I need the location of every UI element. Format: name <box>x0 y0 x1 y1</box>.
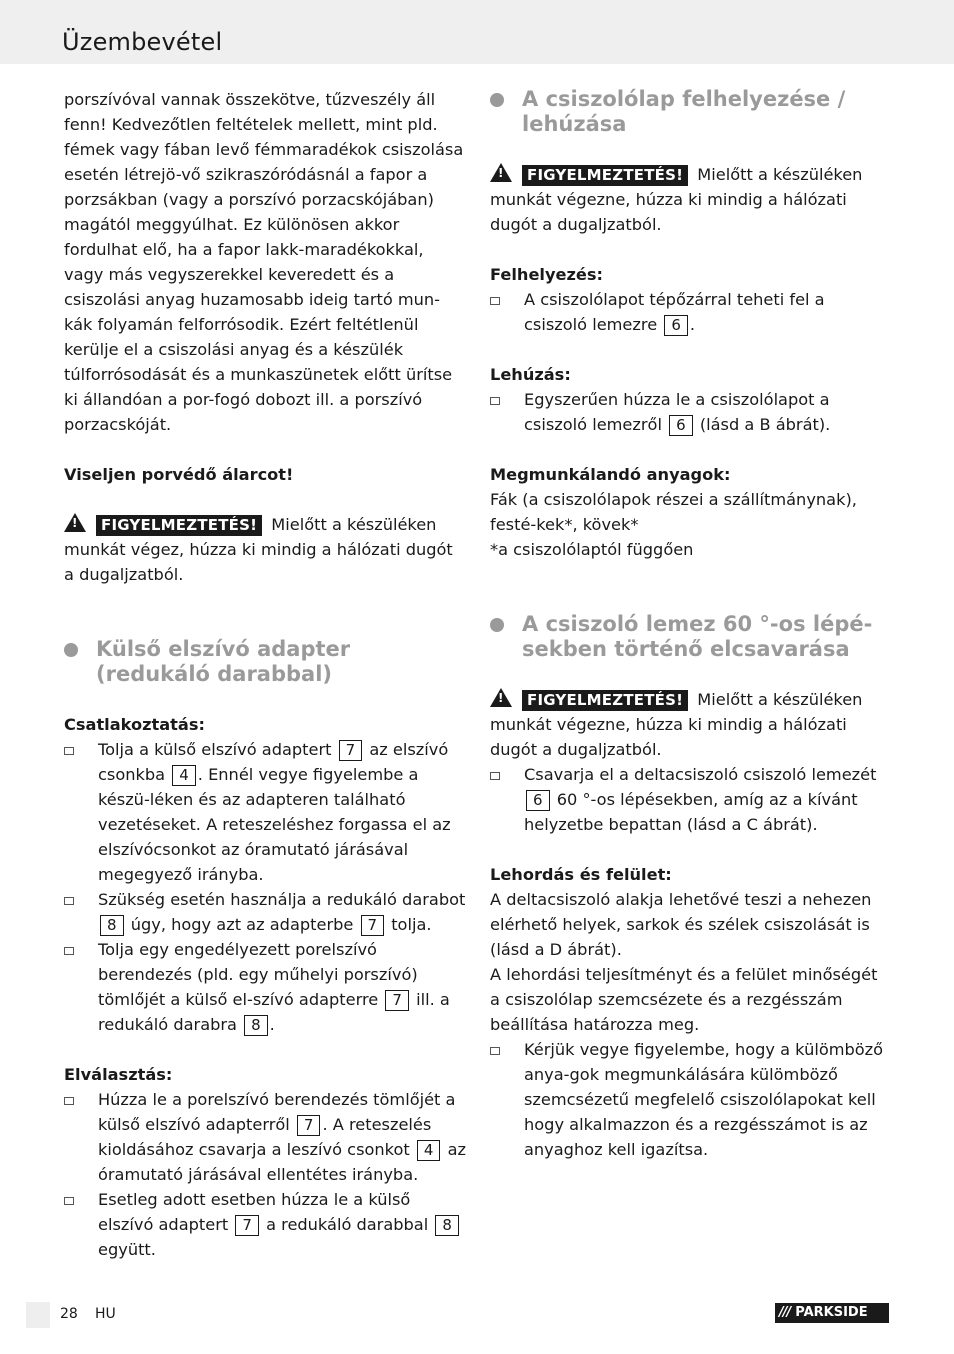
part-ref: 4 <box>417 1140 441 1161</box>
list-item: Egyszerűen húzza le a csiszolólapot a csiszoló lemezről 6 (lásd a B ábrát). <box>490 387 892 437</box>
checkbox-square-icon <box>64 747 74 755</box>
checkbox-square-icon <box>64 1197 74 1205</box>
checkbox-square-icon <box>64 947 74 955</box>
bullet-dot-icon <box>64 643 78 657</box>
checkbox-square-icon <box>490 297 500 305</box>
list-item: Esetleg adott esetben húzza le a külső elszívó adaptert 7 a redukáló darabbal 8 együtt. <box>64 1187 466 1262</box>
part-ref: 6 <box>526 790 550 811</box>
warning-triangle-icon <box>490 163 512 182</box>
warning-block <box>64 512 466 587</box>
warning-label: FIGYELMEZTETÉS! <box>522 165 688 186</box>
part-ref: 8 <box>435 1215 459 1236</box>
list-item: Tolja a külső elszívó adaptert 7 az elszívó csonkba 4 . Ennél vegye figyelembe a készü-léken és az adapteren található vezetéseket. A reteszeléshez forgassa el az elszívócsonkot az óramutató járásával megegyező irányba. <box>64 737 466 887</box>
checkbox-square-icon <box>490 397 500 405</box>
section-heading-sanding-sheet <box>490 87 892 137</box>
warning-block <box>490 687 892 762</box>
warning-triangle-icon <box>64 513 86 532</box>
list-item: Kérjük vegye figyelembe, hogy a külömböző anya-gok megmunkálására külömböző szemcsézetű megfelelő csiszolólapokat kell hogy alkalmazzon és a rezgésszámot is az anyaghoz kell igazítsa. <box>490 1037 892 1162</box>
section-title-line-1: A csiszoló lemez 60 °-os lépé- <box>522 612 873 636</box>
materials-text: Fák (a csiszolólapok részei a szállítmánynak), festé-kek*, kövek* <box>490 490 857 534</box>
bullet-dot-icon <box>490 93 504 107</box>
language-code: HU <box>95 1306 116 1322</box>
section-heading-adapter <box>64 637 466 687</box>
bullet-dot-icon <box>490 618 504 632</box>
brand-logo <box>775 1303 889 1323</box>
warning-label: FIGYELMEZTETÉS! <box>522 690 688 711</box>
list-item: Tolja egy engedélyezett porelszívó berendezés (pld. egy műhelyi porszívó) tömlőjét a külső el-szívó adapterre 7 ill. a redukáló darabra 8 . <box>64 937 466 1037</box>
removal-heading: Lehordás és felület: <box>490 865 672 884</box>
materials-note: *a csiszolólaptól függően <box>490 540 694 559</box>
part-ref: 8 <box>244 1015 268 1036</box>
connect-heading: Csatlakoztatás: <box>64 715 205 734</box>
part-ref: 7 <box>361 915 385 936</box>
section-heading-rotate <box>490 612 892 662</box>
section-title-line-2: lehúzása <box>522 112 627 136</box>
section-title-line-2: (redukáló darabbal) <box>96 662 333 686</box>
warning-label: FIGYELMEZTETÉS! <box>96 515 262 536</box>
brand-name: PARKSIDE <box>795 1305 868 1320</box>
mask-note: Viseljen porvédő álarcot! <box>64 465 294 484</box>
warning-triangle-icon <box>490 688 512 707</box>
part-ref: 6 <box>664 315 688 336</box>
part-ref: 6 <box>669 415 693 436</box>
detach-heading: Elválasztás: <box>64 1065 173 1084</box>
brand-slash-mark: /// <box>779 1305 791 1320</box>
attach-heading: Felhelyezés: <box>490 265 604 284</box>
right-column <box>490 87 892 1162</box>
part-ref: 7 <box>385 990 409 1011</box>
part-ref: 8 <box>100 915 124 936</box>
materials-heading: Megmunkálandó anyagok: <box>490 465 731 484</box>
section-title-line-2: sekben történő elcsavarása <box>522 637 850 661</box>
section-title-line-1: A csiszolólap felhelyezése / <box>522 87 846 111</box>
list-item: Szükség esetén használja a redukáló darabot 8 úgy, hogy azt az adapterbe 7 tolja. <box>64 887 466 937</box>
warning-block <box>490 162 892 237</box>
checkbox-square-icon <box>64 1097 74 1105</box>
footer-marker <box>26 1302 50 1328</box>
checkbox-square-icon <box>490 772 500 780</box>
part-ref: 7 <box>297 1115 321 1136</box>
part-ref: 7 <box>339 740 363 761</box>
section-title-line-1: Külső elszívó adapter <box>96 637 351 661</box>
intro-paragraph: porszívóval vannak összekötve, tűzveszély áll fenn! Kedvezőtlen feltételek mellett, mint pld. fémek vagy fában levő fémmaradékok csiszolása esetén létrejö-vő szikraszóródásnál a fapor a porzsákban (vagy a porszívó porzacskójában) magától meggyúlhat. Ez különösen akkor fordulhat elő, ha a fapor lakk-maradékokkal, vagy más vegyszerekkel keveredett és a csiszolási anyag huzamosabb ideig tartó mun-kák folyamán felforrósodik. Ezért feltétlenül kerülje el a csiszolási anyag és a készülék túlforrósodását és a munkaszünetek előtt ürítse ki állandóan a por-fogó dobozt ill. a porszívó porzacskóját. <box>64 90 464 434</box>
left-column <box>64 87 466 1262</box>
checkbox-square-icon <box>490 1047 500 1055</box>
removal-text-2: A lehordási teljesítményt és a felület minőségét a csiszolólap szemcsézete és a rezgésszám beállítása határozza meg. <box>490 965 878 1034</box>
list-item: Csavarja el a deltacsiszoló csiszoló lemezét 6 60 °-os lépésekben, amíg az a kívánt helyzetbe bepattan (lásd a C ábrát). <box>490 762 892 837</box>
part-ref: 4 <box>172 765 196 786</box>
warning-text: Mielőtt a készüléken munkát végezne, húzza ki mindig a hálózati dugót a dugaljzatból. <box>490 690 863 759</box>
list-item: A csiszolólapot tépőzárral teheti fel a csiszoló lemezre 6 . <box>490 287 892 337</box>
page-title: Üzembevétel <box>62 28 223 56</box>
warning-text: Mielőtt a készüléken munkát végez, húzza ki mindig a hálózati dugót a dugaljzatból. <box>64 515 453 584</box>
warning-text: Mielőtt a készüléken munkát végezne, húzza ki mindig a hálózati dugót a dugaljzatból. <box>490 165 863 234</box>
list-item: Húzza le a porelszívó berendezés tömlőjét a külső elszívó adapterről 7 . A reteszelés kioldásához csavarja a leszívó csonkot 4 az óramutató járásával ellentétes irányba. <box>64 1087 466 1187</box>
checkbox-square-icon <box>64 897 74 905</box>
page-number: 28 <box>60 1306 78 1322</box>
part-ref: 7 <box>235 1215 259 1236</box>
removal-text-1: A deltacsiszoló alakja lehetővé teszi a nehezen elérhető helyek, sarkok és szélek csiszolását is (lásd a D ábrát). <box>490 890 872 959</box>
remove-heading: Lehúzás: <box>490 365 571 384</box>
